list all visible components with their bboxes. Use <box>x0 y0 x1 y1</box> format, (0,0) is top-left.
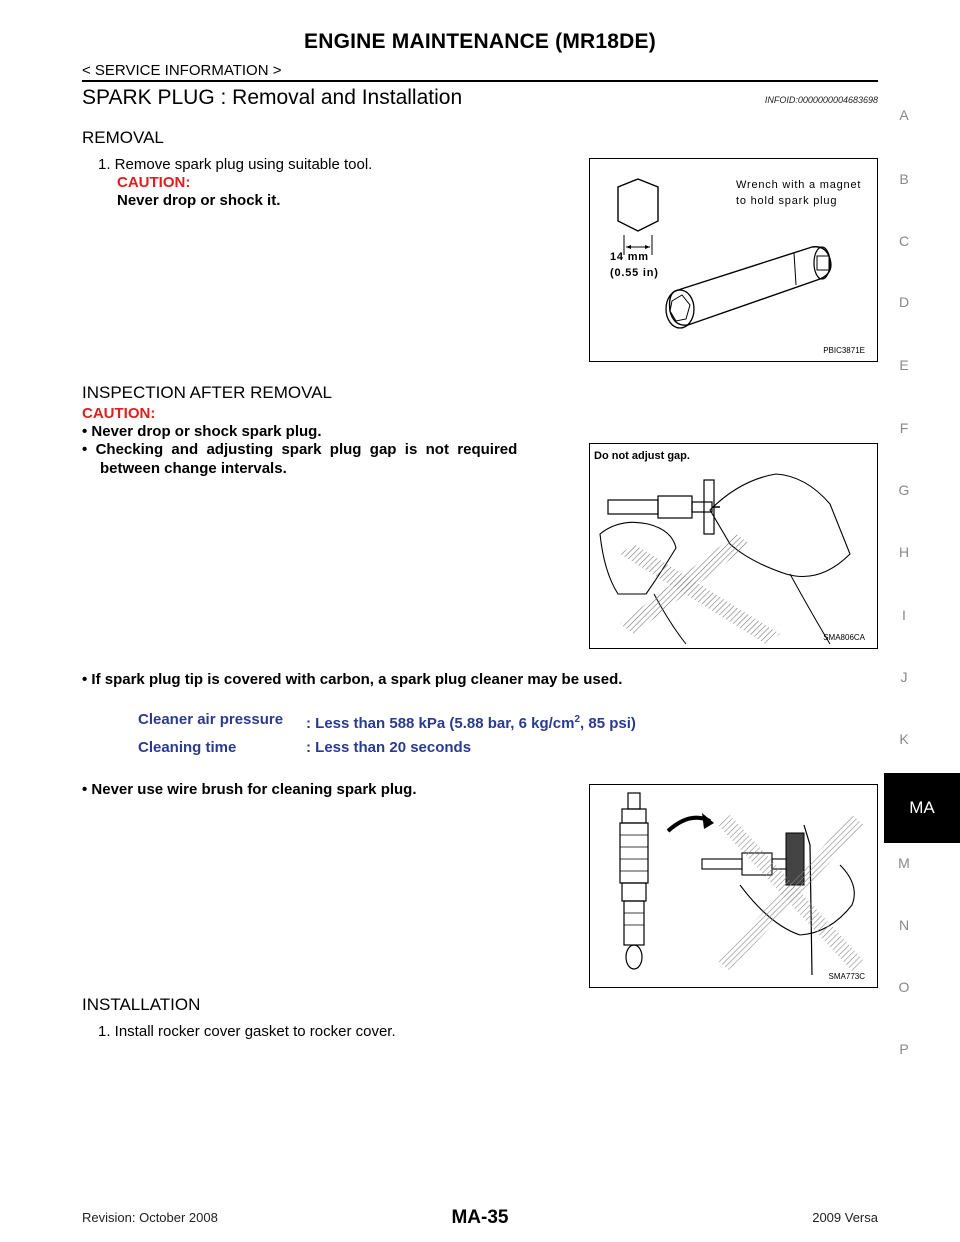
side-index-f[interactable]: F <box>899 420 909 436</box>
header-rule <box>82 80 878 82</box>
page-title: ENGINE MAINTENANCE (MR18DE) <box>304 30 656 53</box>
inspection-bullet-4: • Never use wire brush for cleaning spark plug. <box>82 781 417 798</box>
figure1-code: PBIC3871E <box>823 346 865 355</box>
side-index-a[interactable]: A <box>899 107 909 123</box>
figure3-code: SMA773C <box>828 972 865 981</box>
spec-label-cleaner-air-pressure: Cleaner air pressure <box>138 711 284 728</box>
side-index-g[interactable]: G <box>898 482 910 498</box>
installation-heading: INSTALLATION <box>82 995 201 1014</box>
side-index-d[interactable]: D <box>898 294 910 310</box>
figure1-label-wrench-line1: Wrench with a magnet <box>736 179 862 191</box>
footer-revision: Revision: October 2008 <box>82 1210 218 1225</box>
spec-value-cleaner-air-pressure <box>306 714 636 732</box>
side-index-p[interactable]: P <box>899 1041 909 1057</box>
info-id: INFOID:0000000004683698 <box>764 95 878 105</box>
side-index-e[interactable]: E <box>899 357 909 373</box>
figure1-label-wrench-line2: to hold spark plug <box>736 195 838 207</box>
side-index-i[interactable]: I <box>902 607 906 623</box>
side-index-j[interactable]: J <box>900 669 908 685</box>
spec-value-cleaning-time: : Less than 20 seconds <box>306 739 472 756</box>
inspection-bullet-2-line2: between change intervals. <box>100 460 287 477</box>
breadcrumb[interactable]: < SERVICE INFORMATION > <box>82 62 282 79</box>
spec-value-1-post: , 85 psi) <box>580 715 636 732</box>
figure2-label: Do not adjust gap. <box>594 450 690 462</box>
figure1-label-size-in: (0.55 in) <box>610 267 659 279</box>
side-index-m[interactable]: M <box>898 855 910 871</box>
gap-adjust-illustration <box>590 444 877 648</box>
removal-step-1: 1. Remove spark plug using suitable tool. <box>98 156 373 173</box>
section-title: SPARK PLUG : Removal and Installation <box>82 86 463 109</box>
figure2-code: SMA806CA <box>823 633 865 642</box>
footer-page-number: MA-35 <box>451 1207 509 1228</box>
side-index-n[interactable]: N <box>898 917 910 933</box>
installation-step-1: 1. Install rocker cover gasket to rocker cover. <box>98 1023 396 1040</box>
spec-label-cleaning-time: Cleaning time <box>138 739 237 756</box>
removal-heading: REMOVAL <box>82 128 164 147</box>
figure-no-wire-brush <box>589 784 878 988</box>
inspection-caution-label: CAUTION: <box>82 405 156 422</box>
side-index-c[interactable]: C <box>898 233 910 249</box>
spec-value-1-pre: : Less than 588 kPa (5.88 bar, 6 kg/cm <box>306 715 575 732</box>
inspection-bullet-1: • Never drop or shock spark plug. <box>82 423 322 440</box>
footer-model: 2009 Versa <box>812 1210 878 1225</box>
side-index-b[interactable]: B <box>899 171 909 187</box>
side-index-o[interactable]: O <box>898 979 910 995</box>
spec-value-1-sup: 2 <box>574 714 581 725</box>
side-index-k[interactable]: K <box>899 731 909 747</box>
removal-caution-label: CAUTION: <box>117 174 191 191</box>
inspection-bullet-2-line1: • Checking and adjusting spark plug gap is not required <box>82 441 518 458</box>
inspection-heading: INSPECTION AFTER REMOVAL <box>82 383 333 402</box>
wire-brush-illustration <box>590 785 877 987</box>
figure-spark-plug-wrench <box>589 158 878 362</box>
figure1-label-size-mm: 14 mm <box>610 251 649 263</box>
side-index-h[interactable]: H <box>898 544 910 560</box>
figure-do-not-adjust-gap <box>589 443 878 649</box>
inspection-bullet-3: • If spark plug tip is covered with carbon, a spark plug cleaner may be used. <box>82 671 623 688</box>
side-index-ma-active[interactable]: MA <box>884 773 960 843</box>
removal-caution-text: Never drop or shock it. <box>117 192 281 209</box>
